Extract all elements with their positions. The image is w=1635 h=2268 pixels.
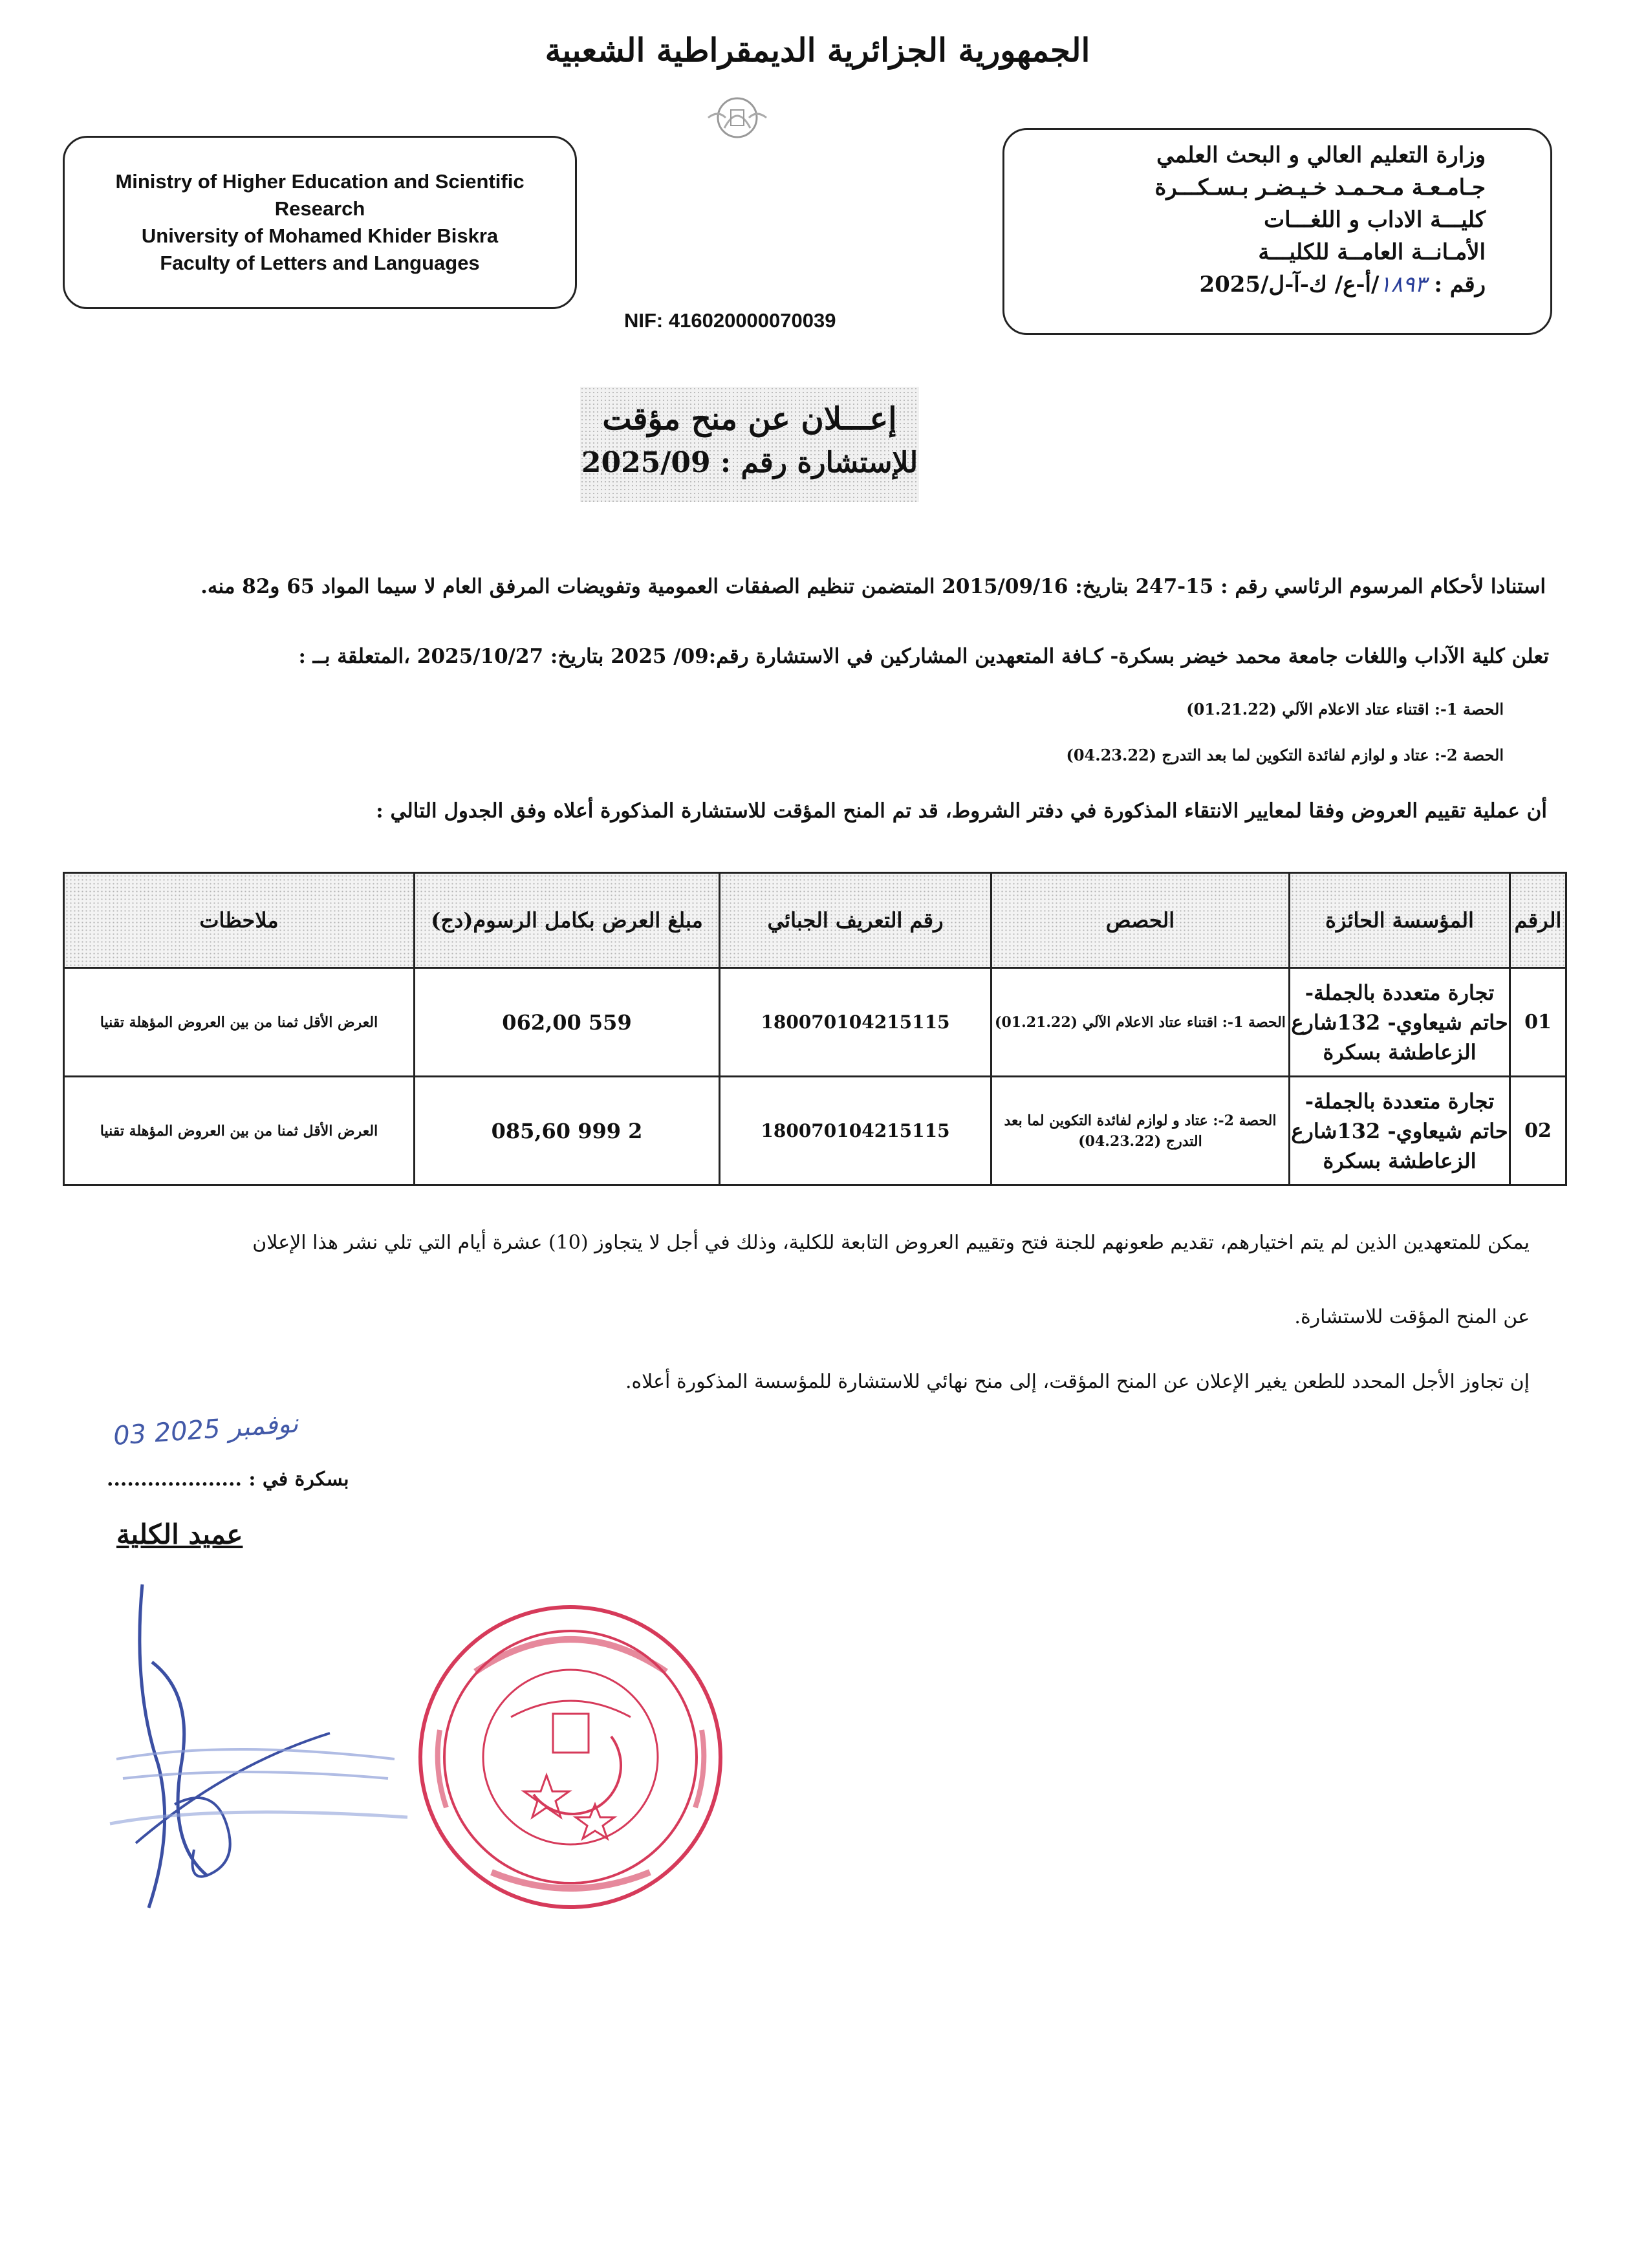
- reference-number: ١٨٩٣: [1379, 272, 1427, 297]
- date-stamp: 03 نوفمبر 2025: [112, 1409, 299, 1451]
- row-institution: تجارة متعددة بالجملة- حاتم شيعاوي- 132شارع الزعاطشة بسكرة: [1290, 1077, 1510, 1185]
- finality-paragraph: إن تجاوز الأجل المحدد للطعن يغير الإعلان عن المنح المؤقت، إلى منح نهائي للاستشارة للمؤسسة المذكورة أعلاه.: [625, 1370, 1530, 1393]
- table-row: [64, 1077, 1566, 1185]
- row-lot: الحصة 1-: اقتناء عتاد الاعلام الآلي (01.21.22): [991, 968, 1290, 1077]
- faculty-line-en: Faculty of Letters and Languages: [160, 252, 480, 274]
- header-institution: المؤسسة الحائزة: [1290, 873, 1510, 968]
- faculty-line-ar: كليـــة الاداب و اللغـــات: [1264, 207, 1486, 233]
- evaluation-paragraph: أن عملية تقييم العروض وفقا لمعايير الانتقاء المذكورة في دفتر الشروط، قد تم المنح المؤقت للاستشارة المذكورة أعلاه وفق الجدول التالي :: [376, 799, 1547, 823]
- dean-signature-icon: [97, 1571, 459, 1934]
- header-lots: الحصص: [991, 873, 1290, 968]
- legal-basis-paragraph: استنادا لأحكام المرسوم الرئاسي رقم : 15-247 بتاريخ: 2015/09/16 المتضمن تنظيم الصفقات العمومية وتفويضات المرفق العام لا سيما المواد 65 و82 منه.: [200, 575, 1546, 598]
- announcement-title-box: [580, 387, 919, 502]
- university-line-ar: جـامـعـة مـحـمـد خـيـضـر بـسـكـــرة: [1154, 175, 1486, 200]
- row-amount: 559 062,00: [415, 968, 720, 1077]
- row-tax-id: 180070104215115: [720, 968, 991, 1077]
- consultation-number: للإستشارة رقم : 2025/09: [581, 446, 918, 479]
- reference-label: رقم :: [1434, 272, 1486, 297]
- announcement-paragraph: تعلن كلية الآداب واللغات جامعة محمد خيضر بسكرة- كـافة المتعهدين المشاركين في الاستشارة رقم:09/ 2025 بتاريخ: 2025/10/27 ،المتعلقة بــ :: [298, 645, 1549, 668]
- row-remark: العرض الأقل ثمنا من بين العروض المؤهلة تقنيا: [64, 1077, 415, 1185]
- row-number: 01: [1510, 968, 1566, 1077]
- english-header-box: [63, 136, 577, 309]
- appeal-paragraph-line-1: يمكن للمتعهدين الذين لم يتم اختيارهم، تقديم طعونهم للجنة فتح وتقييم العروض التابعة للكلية، وذلك في أجل لا يتجاوز (10) عشرة أيام التي تلي نشر هذا الإعلان: [252, 1231, 1530, 1254]
- lot-1-line: الحصة 1-: اقتناء عتاد الاعلام الآلي (01.21.22): [1186, 700, 1504, 718]
- row-tax-id: 180070104215115: [720, 1077, 991, 1185]
- header-tax-id: رقم التعريف الجبائي: [720, 873, 991, 968]
- row-institution: تجارة متعددة بالجملة- حاتم شيعاوي- 132شارع الزعاطشة بسكرة: [1290, 968, 1510, 1077]
- lot-2-line: الحصة 2-: عتاد و لوازم لفائدة التكوين لما بعد التدرج (04.23.22): [1066, 746, 1504, 764]
- row-remark: العرض الأقل ثمنا من بين العروض المؤهلة تقنيا: [64, 968, 415, 1077]
- university-seal-icon: [414, 1601, 728, 1914]
- header-number: الرقم: [1510, 873, 1566, 968]
- dean-title: عميد الكلية: [116, 1518, 243, 1550]
- row-lot: الحصة 2-: عتاد و لوازم لفائدة التكوين لما بعد التدرج (04.23.22): [991, 1077, 1290, 1185]
- awards-table: [63, 872, 1567, 1186]
- header-remarks: ملاحظات: [64, 873, 415, 968]
- announcement-title: إعـــلان عن منح مؤقت: [602, 401, 897, 437]
- table-header-row: [64, 873, 1566, 968]
- republic-heading: الجمهورية الجزائرية الديمقراطية الشعبية: [545, 31, 1090, 69]
- reference-suffix: /أ-ع/ ك-آ-ل/2025: [1199, 272, 1380, 297]
- place-date-line: بسكرة في : ....................: [107, 1468, 349, 1491]
- emblem-icon: [698, 91, 776, 145]
- ministry-line-ar: وزارة التعليم العالي و البحث العلمي: [1156, 142, 1486, 168]
- reference-line: [1004, 268, 1486, 301]
- arabic-header-box: [1002, 128, 1552, 335]
- row-number: 02: [1510, 1077, 1566, 1185]
- header-amount: مبلغ العرض بكامل الرسوم(دج): [415, 873, 720, 968]
- appeal-paragraph-line-2: عن المنح المؤقت للاستشارة.: [1294, 1306, 1530, 1328]
- ministry-line-en: Ministry of Higher Education and Scientific: [115, 170, 525, 193]
- table-row: [64, 968, 1566, 1077]
- row-amount: 2 999 085,60: [415, 1077, 720, 1185]
- secretariat-line-ar: الأمـانــة العامــة للكليـــة: [1258, 239, 1486, 265]
- university-line-en: University of Mohamed Khider Biskra: [141, 224, 499, 247]
- ministry-line-en-2: Research: [274, 197, 365, 220]
- nif-number: NIF: 416020000070039: [624, 309, 836, 332]
